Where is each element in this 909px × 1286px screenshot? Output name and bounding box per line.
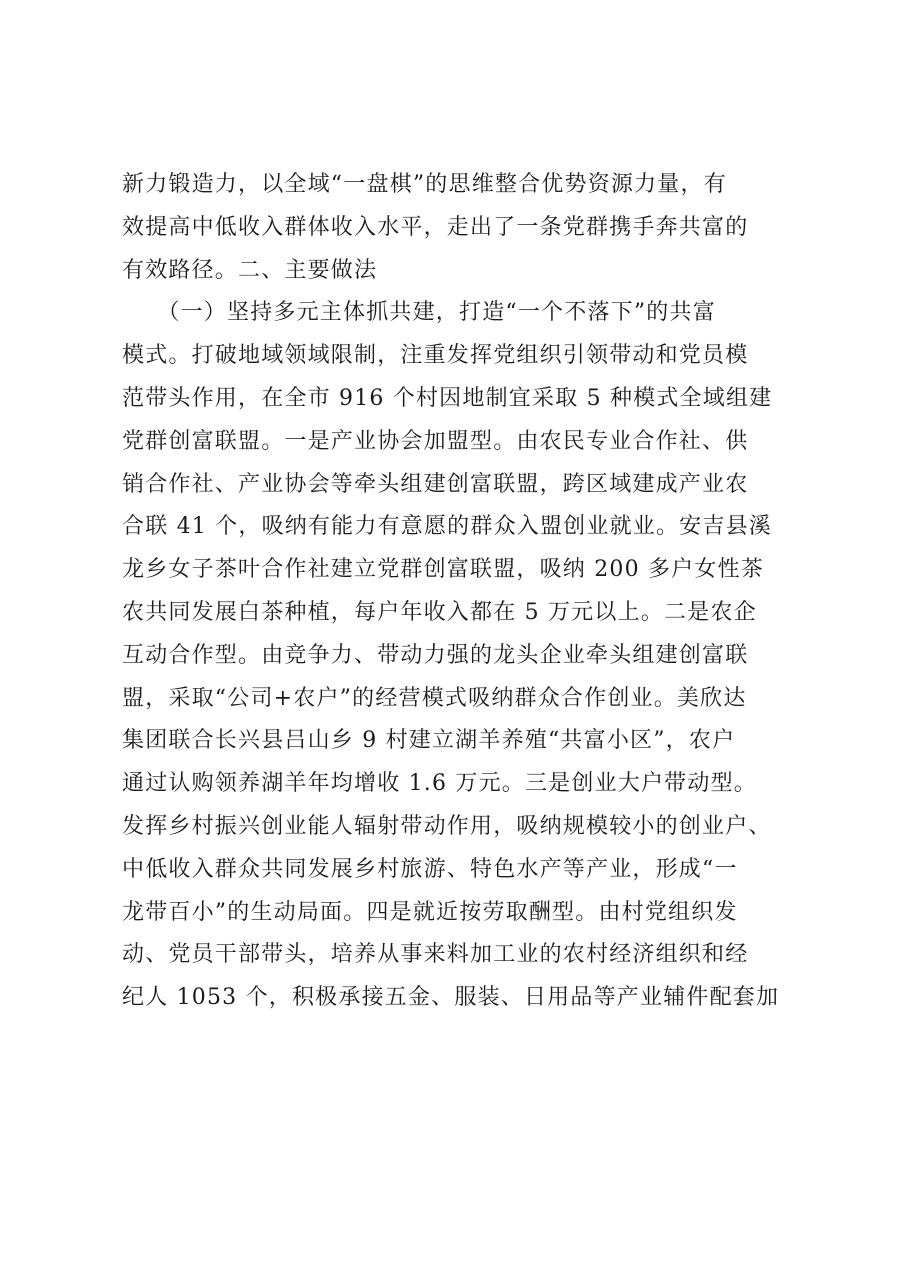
- text-line-20: 纪人 1053 个，积极承接五金、服装、日用品等产业辅件配套加: [122, 985, 780, 1011]
- text-line-5: 模式。打破地域领域限制，注重发挥党组织引领带动和党员模: [122, 343, 749, 369]
- text-line-8: 销合作社、产业协会等牵头组建创富联盟，跨区域建成产业农: [122, 471, 749, 497]
- text-line-1: 新力锻造力，以全域“一盘棋”的思维整合优势资源力量，有: [122, 172, 727, 197]
- text-line-13: 盟，采取“公司+农户”的经营模式吸纳群众合作创业。美欣达: [122, 685, 747, 711]
- text-line-10: 龙乡女子茶叶合作社建立党群创富联盟，吸纳 200 多户女性茶: [122, 557, 764, 583]
- text-line-17: 中低收入群众共同发展乡村旅游、特色水产等产业，形成“一: [122, 856, 738, 882]
- text-line-11: 农共同发展白茶种植，每户年收入都在 5 万元以上。二是农企: [122, 599, 757, 625]
- text-line-7: 党群创富联盟。一是产业协会加盟型。由农民专业合作社、供: [122, 428, 749, 454]
- text-line-4: （一）坚持多元主体抓共建，打造“一个不落下”的共富: [122, 300, 716, 326]
- text-line-2: 效提高中低收入群体收入水平，走出了一条党群携手奔共富的: [122, 214, 749, 240]
- text-line-16: 发挥乡村振兴创业能人辐射带动作用，吸纳规模较小的创业户、: [122, 813, 772, 839]
- text-line-18: 龙带百小”的生动局面。四是就近按劳取酬型。由村党组织发: [122, 899, 738, 925]
- text-line-14: 集团联合长兴县吕山乡 9 村建立湖羊养殖“共富小区”，农户: [122, 728, 736, 754]
- text-line-15: 通过认购领养湖羊年均增收 1.6 万元。三是创业大户带动型。: [122, 771, 757, 797]
- text-line-3: 有效路径。二、主要做法: [122, 257, 378, 283]
- text-line-6: 范带头作用，在全市 916 个村因地制宜采取 5 种模式全域组建: [122, 385, 773, 411]
- text-line-12: 互动合作型。由竞争力、带动力强的龙头企业牵头组建创富联: [122, 642, 749, 668]
- text-line-9: 合联 41 个，吸纳有能力有意愿的群众入盟创业就业。安吉县溪: [122, 514, 772, 540]
- body-text: [122, 164, 812, 1020]
- text-line-19: 动、党员干部带头，培养从事来料加工业的农村经济组织和经: [122, 942, 749, 968]
